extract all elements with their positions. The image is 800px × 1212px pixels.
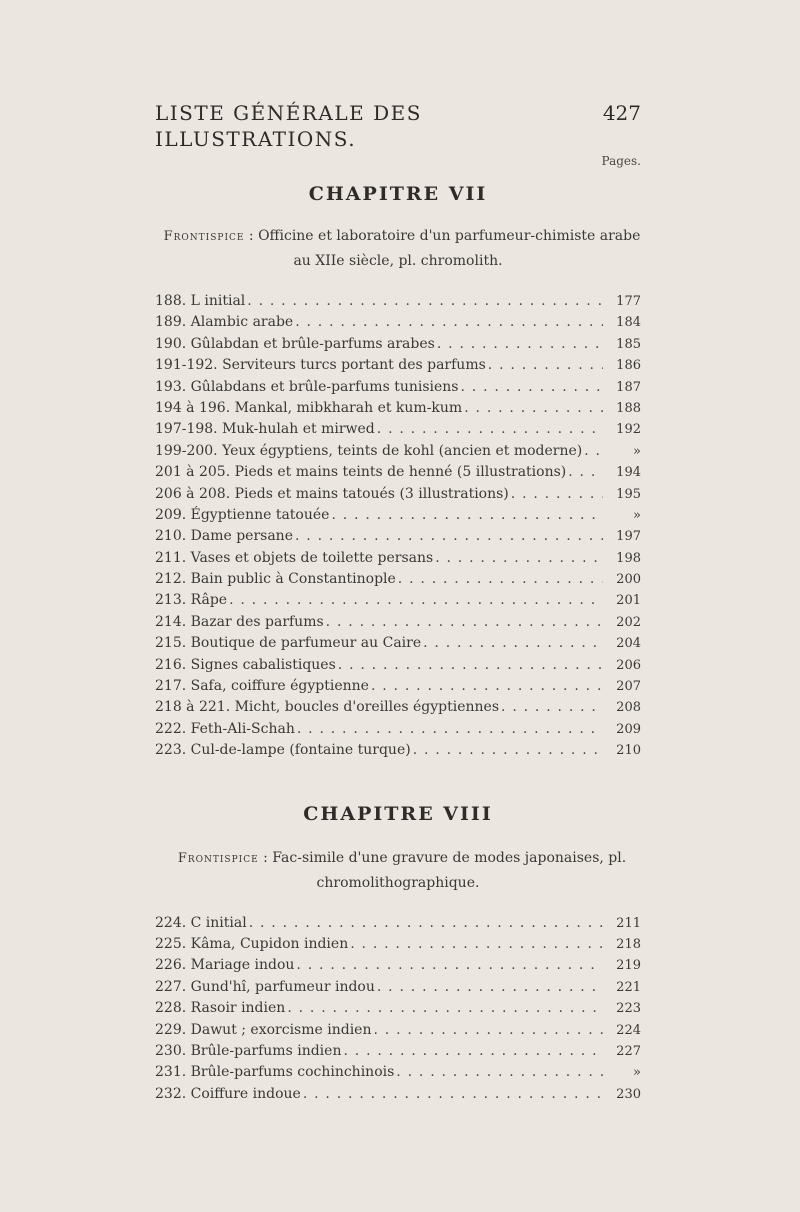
chapter-section-vii: [155, 182, 641, 762]
leader-dots: [229, 590, 603, 611]
entry-page-number: 192: [616, 422, 641, 438]
leader-dots: [247, 291, 603, 312]
entry-label: 209. Égyptienne tatouée: [155, 506, 330, 523]
leader-dots: [295, 526, 603, 547]
entry-label: 229. Dawut ; exorcisme indien: [155, 1021, 372, 1038]
leader-dots: [488, 355, 603, 376]
list-item: [155, 633, 641, 654]
entry-label: 194 à 196. Mankal, mibkharah et kum-kum: [155, 399, 463, 416]
list-item: [155, 655, 641, 676]
leader-dots: [437, 334, 603, 355]
entry-page-number: 224: [616, 1022, 641, 1038]
entry-label: 231. Brûle-parfums cochinchinois: [155, 1064, 395, 1081]
entry-label: 224. C initial: [155, 914, 247, 931]
entry-label: 188. L initial: [155, 293, 246, 309]
illustration-list: [155, 913, 641, 1106]
leader-dots: [396, 1062, 603, 1083]
entry-label: 222. Feth-Ali-Schah: [155, 720, 295, 737]
list-item: [155, 934, 641, 955]
list-item: [155, 977, 641, 998]
list-item: [155, 998, 641, 1019]
entry-label: 216. Signes cabalistiques: [155, 656, 336, 673]
list-item: [155, 462, 641, 483]
list-item: [155, 377, 641, 398]
entry-label: 214. Bazar des parfums: [155, 613, 324, 630]
frontispiece-note: [155, 846, 641, 895]
leader-dots: [413, 740, 603, 761]
entry-page-number: 221: [616, 979, 641, 995]
list-item: [155, 419, 641, 440]
leader-dots: [398, 569, 603, 590]
list-item: [155, 526, 641, 547]
entry-page-number: 186: [616, 358, 641, 374]
list-item: [155, 612, 641, 633]
list-item: [155, 355, 641, 376]
frontispiece-note: [155, 224, 641, 273]
entry-label: 197-198. Muk-hulah et mirwed: [155, 421, 375, 438]
entry-page-number: 195: [616, 486, 641, 502]
leader-dots: [331, 505, 603, 526]
entry-page-number: 219: [616, 958, 641, 974]
leader-dots: [371, 676, 603, 697]
list-item: [155, 291, 641, 312]
entry-label: 217. Safa, coiffure égyptienne: [155, 678, 369, 695]
leader-dots: [377, 977, 603, 998]
leader-dots: [303, 1084, 603, 1105]
leader-dots: [464, 398, 603, 419]
leader-dots: [350, 934, 603, 955]
entry-page-number: 210: [616, 743, 641, 759]
entry-label: 210. Dame persane: [155, 528, 293, 545]
list-item: [155, 505, 641, 526]
leader-dots: [568, 462, 603, 483]
leader-dots: [501, 697, 603, 718]
frontispiece-text: : Officine et laboratoire d'un parfumeur-chimiste arabe au XIIe siècle, pl. chromolith.: [244, 228, 641, 269]
entry-page-number: »: [633, 1065, 641, 1081]
leader-dots: [338, 655, 603, 676]
entry-page-number: 209: [616, 721, 641, 737]
list-item: [155, 590, 641, 611]
entry-label: 211. Vases et objets de toilette persans: [155, 549, 434, 566]
entry-page-number: 218: [616, 936, 641, 952]
list-item: [155, 1084, 641, 1105]
list-item: [155, 676, 641, 697]
entry-page-number: 200: [616, 572, 641, 588]
leader-dots: [326, 612, 603, 633]
chapter-section-viii: [155, 802, 641, 1106]
entry-label: 212. Bain public à Constantinople: [155, 571, 396, 588]
entry-label: 201 à 205. Pieds et mains teints de henné (5 illustrations): [155, 464, 567, 481]
leader-dots: [295, 312, 603, 333]
entry-page-number: 185: [616, 336, 641, 352]
entry-page-number: 188: [616, 400, 641, 416]
leader-dots: [435, 548, 603, 569]
list-item: [155, 441, 641, 462]
illustration-list: [155, 291, 641, 762]
entry-page-number: 187: [616, 379, 641, 395]
chapter-title: CHAPITRE VII: [308, 183, 488, 205]
entry-page-number: »: [633, 443, 641, 459]
leader-dots: [374, 1020, 604, 1041]
list-item: [155, 1062, 641, 1083]
book-page: [155, 100, 641, 1105]
frontispiece-text: : Fac-simile d'une gravure de modes japonaises, pl. chromolithographique.: [258, 849, 627, 891]
entry-page-number: 194: [616, 465, 641, 481]
entry-page-number: 211: [616, 915, 641, 931]
leader-dots: [461, 377, 604, 398]
leader-dots: [343, 1041, 603, 1062]
list-item: [155, 1041, 641, 1062]
list-item: [155, 740, 641, 761]
entry-label: 218 à 221. Micht, boucles d'oreilles égyptiennes: [155, 699, 500, 716]
entry-page-number: 184: [616, 315, 641, 331]
leader-dots: [249, 913, 603, 934]
page-title: LISTE GÉNÉRALE DES ILLUSTRATIONS.: [155, 101, 422, 151]
entry-label: 230. Brûle-parfums indien: [155, 1042, 342, 1059]
entry-label: 228. Rasoir indien: [155, 1000, 286, 1017]
leader-dots: [377, 419, 603, 440]
entry-page-number: 208: [616, 700, 641, 716]
leader-dots: [511, 484, 603, 505]
entry-page-number: 177: [616, 294, 641, 309]
entry-label: 223. Cul-de-lampe (fontaine turque): [155, 742, 411, 759]
list-item: [155, 913, 641, 934]
entry-label: 191-192. Serviteurs turcs portant des parfums: [155, 357, 486, 374]
pages-column-label: Pages.: [601, 154, 641, 168]
entry-label: 206 à 208. Pieds et mains tatoués (3 illustrations): [155, 485, 509, 502]
entry-label: 189. Alambic arabe: [155, 314, 294, 331]
entry-page-number: 204: [616, 636, 641, 652]
list-item: [155, 955, 641, 976]
running-head: [155, 100, 641, 152]
list-item: [155, 548, 641, 569]
entry-page-number: »: [633, 507, 641, 523]
leader-dots: [296, 955, 603, 976]
leader-dots: [423, 633, 603, 654]
leader-dots: [584, 441, 603, 462]
list-item: [155, 697, 641, 718]
entry-page-number: 223: [616, 1001, 641, 1017]
list-item: [155, 719, 641, 740]
list-item: [155, 1020, 641, 1041]
frontispiece-label: Frontispice: [163, 229, 245, 244]
frontispiece-label: Frontispice: [177, 850, 259, 866]
entry-label: 215. Boutique de parfumeur au Caire: [155, 635, 422, 652]
entry-page-number: 197: [616, 529, 641, 545]
entry-label: 225. Kâma, Cupidon indien: [155, 935, 349, 952]
leader-dots: [287, 998, 603, 1019]
entry-page-number: 198: [616, 550, 641, 566]
entry-page-number: 227: [616, 1043, 641, 1059]
entry-page-number: 230: [616, 1086, 641, 1102]
entry-page-number: 201: [616, 593, 641, 609]
entry-label: 232. Coiffure indoue: [155, 1085, 301, 1102]
list-item: [155, 312, 641, 333]
entry-page-number: 207: [616, 679, 641, 695]
list-item: [155, 484, 641, 505]
entry-label: 213. Râpe: [155, 592, 228, 609]
list-item: [155, 569, 641, 590]
list-item: [155, 398, 641, 419]
chapter-title: CHAPITRE VIII: [303, 802, 493, 825]
entry-label: 227. Gund'hî, parfumeur indou: [155, 978, 375, 995]
entry-label: 226. Mariage indou: [155, 957, 295, 974]
list-item: [155, 334, 641, 355]
entry-label: 193. Gûlabdans et brûle-parfums tunisiens: [155, 378, 459, 395]
entry-page-number: 206: [616, 657, 641, 673]
page-number: 427: [602, 101, 641, 125]
entry-label: 190. Gûlabdan et brûle-parfums arabes: [155, 335, 435, 352]
leader-dots: [297, 719, 603, 740]
entry-label: 199-200. Yeux égyptiens, teints de kohl (ancien et moderne): [155, 442, 583, 459]
entry-page-number: 202: [616, 614, 641, 630]
